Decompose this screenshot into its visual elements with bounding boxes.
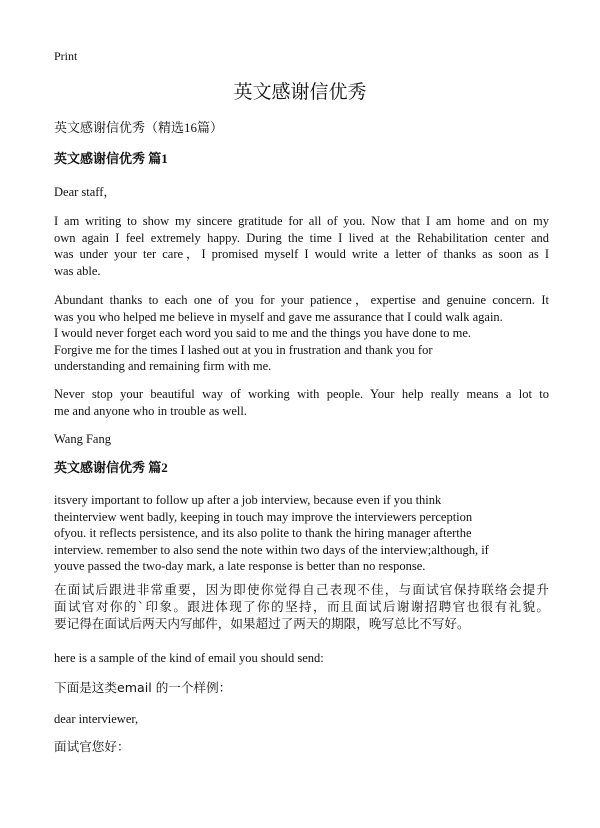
text-line: Abundant thanks to each one of you for your patience，expertise and genuine concern. It (54, 293, 549, 307)
section-heading-1: 英文感谢信优秀 篇1 (54, 151, 168, 166)
letter-paragraph-3 (54, 386, 549, 419)
sample-salutation-cn: 面试官您好： (54, 739, 130, 754)
text-line: me and anyone who in trouble as well. (54, 403, 248, 418)
text-line: 要记得在面试后两天内写邮件，如果超过了两天的期限，晚写总比不写好。 (54, 616, 470, 631)
section-heading-2: 英文感谢信优秀 篇2 (54, 460, 168, 475)
text-line: Never stop your beautiful way of working with people. Your help really means a lot to (54, 387, 549, 401)
sample-intro-en: here is a sample of the kind of email you should send: (54, 651, 324, 665)
text-line: own again I feel extremely happy. During the time I lived at the Rehabilitation center and (54, 230, 549, 245)
text-line: 在面试后跟进非常重要，因为即使你觉得自己表现不佳，与面试官保持联络会提升 (54, 582, 549, 597)
text-line: I am writing to show my sincere gratitude for all of you. Now that I am home and on my (54, 214, 549, 228)
text-line: I would never forget each word you said to me and the things you have done to me. (54, 326, 472, 340)
sample-intro-cn: 下面是这类email 的一个样例： (54, 680, 232, 695)
letter-signature: Wang Fang (54, 432, 111, 446)
article-paragraph-en (54, 492, 549, 575)
text-line: interview. remember to also send the note within two days of the interview;although, if (54, 542, 489, 557)
text-line: Forgive me for the times I lashed out at you in frustration and thank you for (54, 342, 433, 357)
letter-paragraph-1 (54, 213, 549, 279)
print-label: Print (54, 49, 78, 63)
text-line: was under your ter care，I promised myself I would write a letter of thanks as soon as I (54, 247, 549, 261)
text-line: youve passed the two-day mark, a late response is better than no response. (54, 559, 426, 573)
text-line: ofyou. it reflects persistence, and its also polite to thank the hiring manager afterthe (54, 526, 472, 540)
text-line: theinterview went badly, keeping in touch may improve the interviewers perception (54, 509, 473, 524)
page-title: 英文感谢信优秀 (233, 82, 367, 103)
text-line: understanding and remaining firm with me. (54, 359, 272, 373)
text-line: 面试官对你的`印象。跟进体现了你的坚持，而且面试后谢谢招聘官也很有礼貌。 (54, 599, 549, 614)
letter-paragraph-2 (54, 292, 549, 375)
letter-greeting: Dear staff， (54, 185, 116, 199)
sample-salutation-en: dear interviewer, (54, 712, 139, 726)
text-line: was able. (54, 263, 101, 278)
article-paragraph-cn (54, 581, 549, 632)
page-subtitle: 英文感谢信优秀（精选16篇） (54, 120, 224, 135)
text-line: itsvery important to follow up after a job interview, because even if you think (54, 493, 442, 507)
text-line: was you who helped me believe in myself and gave me assurance that I could walk again. (54, 309, 503, 324)
